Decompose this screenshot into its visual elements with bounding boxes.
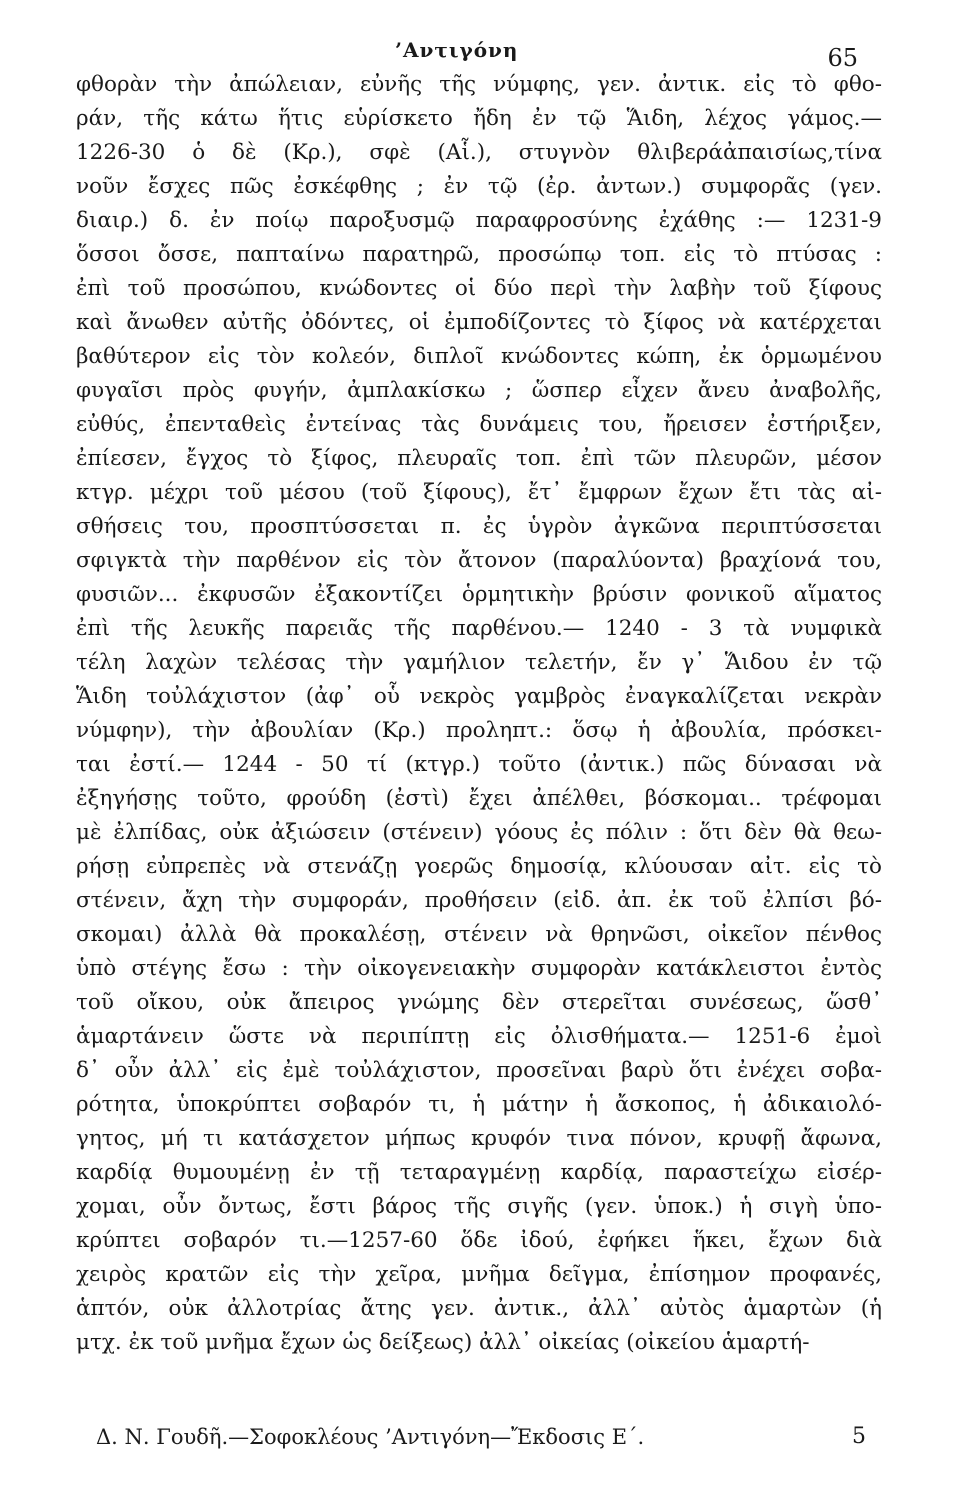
text-line: γητος, μή τι κατάσχετον μήπως κρυφόν τινα πόνον, κρυφῇ ἄφωνα, bbox=[76, 1126, 882, 1151]
commentary-text bbox=[76, 68, 882, 1360]
text-line: καρδίᾳ θυμουμένῃ ἐν τῇ τεταραγμένῃ καρδίᾳ, παραστείχω εἰσέρ- bbox=[76, 1160, 882, 1185]
text-line: κρύπτει σοβαρόν τι.—1257-60 ὅδε ἰδού, ἐφήκει ἥκει, ἔχων διὰ bbox=[76, 1228, 882, 1253]
text-line: μτχ. ἐκ τοῦ μνῆμα ἔχων ὡς δείξεως) ἀλλ᾿ οἰκείας (οἰκείου ἁμαρτή- bbox=[76, 1330, 810, 1355]
text-line: ἁμαρτάνειν ὥστε νὰ περιπίπτῃ εἰς ὀλισθήματα.— 1251-6 ἐμοὶ bbox=[76, 1024, 882, 1049]
text-line: δ᾿ οὖν ἀλλ᾿ εἰς ἐμὲ τοὐλάχιστον, προσεῖναι βαρὺ ὅτι ἐνέχει σοβα- bbox=[76, 1058, 882, 1083]
running-title: ’Αντιγόνη bbox=[395, 38, 519, 62]
text-line: σκομαι) ἀλλὰ θὰ προκαλέσῃ, στένειν νὰ θρηνῶσι, οἰκεῖον πένθος bbox=[76, 922, 882, 947]
text-line: διαιρ.) δ. ἐν ποίῳ παροξυσμῷ παραφροσύνης ἐχάθης :— 1231-9 bbox=[76, 208, 882, 233]
text-line: καὶ ἄνωθεν αὐτῆς ὀδόντες, οἱ ἐμποδίζοντες τὸ ξίφος νὰ κατέρχεται bbox=[76, 310, 882, 335]
text-line: ἐπίεσεν, ἔγχος τὸ ξίφος, πλευραῖς τοπ. ἐπὶ τῶν πλευρῶν, μέσον bbox=[76, 446, 882, 471]
text-line: χομαι, οὖν ὄντως, ἔστι βάρος τῆς σιγῆς (γεν. ὑποκ.) ἡ σιγὴ ὑπο- bbox=[76, 1194, 882, 1219]
signature-number: 5 bbox=[852, 1424, 866, 1449]
text-line: χειρὸς κρατῶν εἰς τὴν χεῖρα, μνῆμα δεῖγμα, ἐπίσημον προφανές, bbox=[76, 1262, 882, 1287]
text-line: μὲ ἐλπίδας, οὐκ ἀξιώσειν (στένειν) γόους ἐς πόλιν : ὅτι δὲν θὰ θεω- bbox=[76, 820, 882, 845]
text-line: ἐπὶ τῆς λευκῆς παρειᾶς τῆς παρθένου.— 1240 - 3 τὰ νυμφικὰ bbox=[76, 616, 882, 641]
text-line: φυγαῖσι πρὸς φυγήν, ἀμπλακίσκω ; ὥσπερ εἶχεν ἄνευ ἀναβολῆς, bbox=[76, 378, 882, 403]
text-line: Ἅιδη τοὐλάχιστον (ἀφ᾿ οὗ νεκρὸς γαμβρὸς ἐναγκαλίζεται νεκρὰν bbox=[76, 684, 882, 709]
text-line: ται ἐστί.— 1244 - 50 τί (κτγρ.) τοῦτο (ἀντικ.) πῶς δύνασαι νὰ bbox=[76, 752, 882, 777]
text-line: σφιγκτὰ τὴν παρθένον εἰς τὸν ἄτονον (παραλύοντα) βραχίονά του, bbox=[76, 548, 882, 573]
text-line: ρότητα, ὑποκρύπτει σοβαρόν τι, ἡ μάτην ἡ ἄσκοπος, ἡ ἀδικαιολό- bbox=[76, 1092, 882, 1117]
text-line: ρήσῃ εὐπρεπὲς νὰ στενάζῃ γοερῶς δημοσίᾳ, κλύουσαν αἰτ. εἰς τὸ bbox=[76, 854, 882, 879]
text-line: βαθύτερον εἰς τὸν κολεόν, διπλοῖ κνώδοντες κώπη, ἐκ ὁρμωμένου bbox=[76, 344, 882, 369]
text-line: ὅσσοι ὄσσε, παπταίνω παρατηρῶ, προσώπῳ τοπ. εἰς τὸ πτύσας : bbox=[76, 242, 882, 267]
text-line: στένειν, ἄχη τὴν συμφοράν, προθήσειν (εἰδ. ἀπ. ἐκ τοῦ ἐλπίσι βό- bbox=[76, 888, 882, 913]
text-line: ράν, τῆς κάτω ἥτις εὑρίσκετο ἤδη ἐν τῷ Ἅιδη, λέχος γάμος.— bbox=[76, 106, 882, 131]
text-line: νύμφην), τὴν ἀβουλίαν (Κρ.) προληπτ.: ὅσῳ ἡ ἀβουλία, πρόσκει- bbox=[76, 718, 882, 743]
text-line: εὐθύς, ἐπενταθεὶς ἐντείνας τὰς δυνάμεις του, ἤρεισεν ἐστήριξεν, bbox=[76, 412, 882, 437]
text-line: 1226-30 ὁ δὲ (Κρ.), σφὲ (Αἷ.), στυγνὸν θλιβεράἀπαισίως,τίνα bbox=[76, 140, 882, 165]
text-line: νοῦν ἔσχες πῶς ἐσκέφθης ; ἐν τῷ (ἐρ. ἀντων.) συμφορᾶς (γεν. bbox=[76, 174, 882, 199]
text-line: σθήσεις του, προσπτύσσεται π. ἐς ὑγρὸν ἀγκῶνα περιπτύσσεται bbox=[76, 514, 882, 539]
text-line: τοῦ οἴκου, οὐκ ἄπειρος γνώμης δὲν στερεῖται συνέσεως, ὥσθ᾿ bbox=[76, 990, 882, 1015]
text-line: τέλη λαχὼν τελέσας τὴν γαμήλιον τελετήν, ἔν γ᾿ Ἅιδου ἐν τῷ bbox=[76, 650, 882, 675]
footer-imprint: Δ. Ν. Γουδῆ.—Σοφοκλέους ’Αντιγόνη—Ἔκδοσις Ε΄. bbox=[96, 1425, 645, 1449]
text-line: φθορὰν τὴν ἀπώλειαν, εὐνῆς τῆς νύμφης, γεν. ἀντικ. εἰς τὸ φθο- bbox=[76, 72, 882, 97]
text-line: ἐπὶ τοῦ προσώπου, κνώδοντες οἱ δύο περὶ τὴν λαβὴν τοῦ ξίφους bbox=[76, 276, 882, 301]
text-line: ἐξηγήσῃς τοῦτο, φρούδη (ἐστὶ) ἔχει ἀπέλθει, βόσκομαι.. τρέφομαι bbox=[76, 786, 882, 811]
page-number: 65 bbox=[827, 44, 858, 72]
page-header bbox=[0, 30, 962, 70]
text-line: κτγρ. μέχρι τοῦ μέσου (τοῦ ξίφους), ἔτ᾿ ἔμφρων ἔχων ἔτι τὰς αἰ- bbox=[76, 480, 882, 505]
text-line: ἁπτόν, οὐκ ἀλλοτρίας ἄτης γεν. ἀντικ., ἀλλ᾿ αὐτὸς ἁμαρτὼν (ἡ bbox=[76, 1296, 882, 1321]
text-line: ὑπὸ στέγης ἔσω : τὴν οἰκογενειακὴν συμφορὰν κατάκλειστοι ἐντὸς bbox=[76, 956, 882, 981]
page-footer bbox=[96, 1420, 866, 1454]
text-line: φυσιῶν... ἐκφυσῶν ἐξακοντίζει ὁρμητικὴν βρύσιν φονικοῦ αἵματος bbox=[76, 582, 882, 607]
